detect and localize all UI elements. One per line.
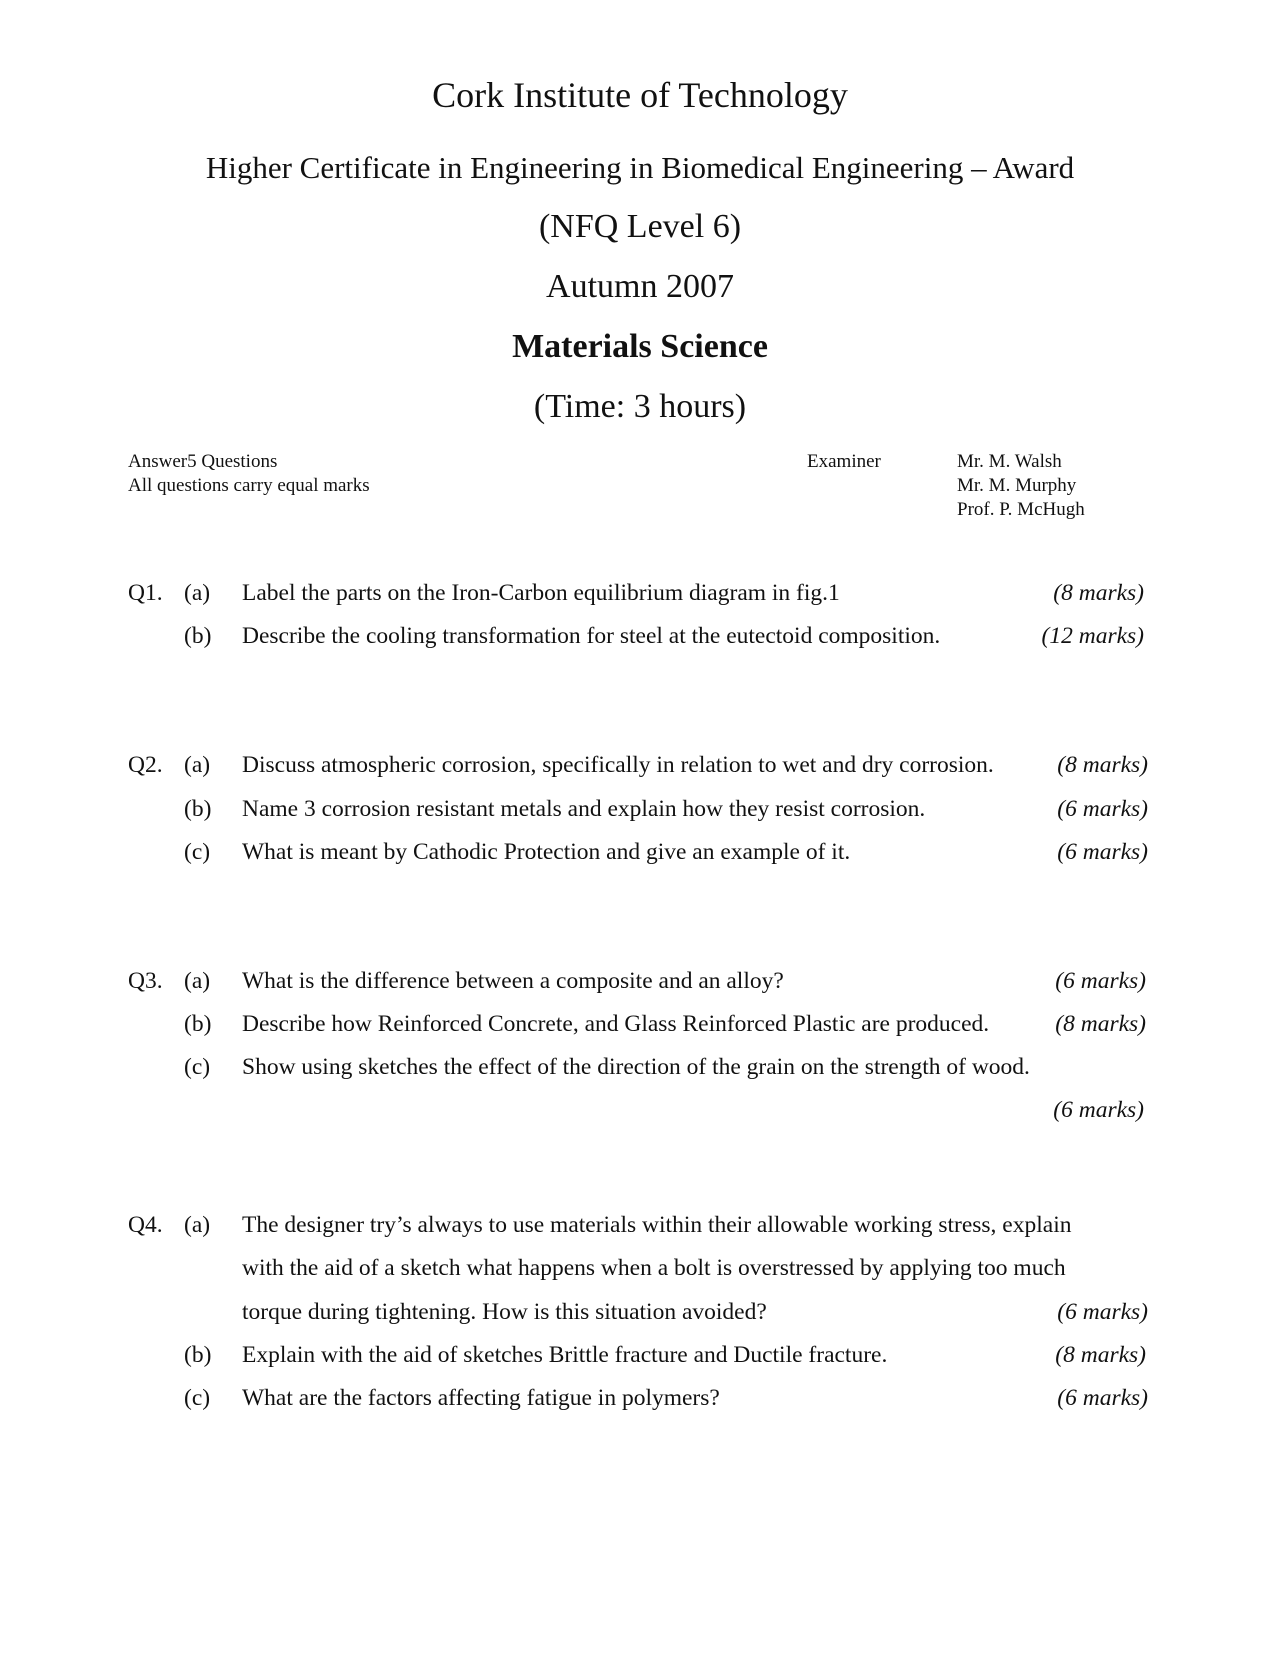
- part-label: (a): [184, 968, 211, 994]
- part-marks: (6 marks): [1055, 968, 1146, 994]
- part-label: (c): [184, 1385, 211, 1411]
- question-number: Q2.: [128, 752, 163, 778]
- part-label: (b): [184, 623, 212, 649]
- subject-title: Materials Science: [512, 328, 768, 365]
- part-marks: (6 marks): [1053, 1097, 1144, 1123]
- examiner-name: Mr. M. Walsh: [957, 451, 1062, 472]
- part-marks: (8 marks): [1055, 1011, 1146, 1037]
- part-text: Describe the cooling transformation for steel at the eutectoid composition.: [242, 623, 941, 649]
- part-text: with the aid of a sketch what happens when a bolt is overstressed by applying too much: [242, 1255, 1066, 1281]
- exam-instructions: [128, 450, 370, 498]
- examiner-label: Examiner: [807, 451, 881, 472]
- part-marks: (6 marks): [1057, 796, 1148, 822]
- examiner-list: [957, 450, 1085, 522]
- part-label: (a): [184, 752, 211, 778]
- institute-name: Cork Institute of Technology: [432, 75, 848, 115]
- part-text: What is meant by Cathodic Protection and give an example of it.: [242, 839, 851, 865]
- part-marks: (6 marks): [1057, 1299, 1148, 1325]
- nfq-level: (NFQ Level 6): [538, 208, 742, 245]
- part-label: (b): [184, 1011, 212, 1037]
- part-marks: (6 marks): [1057, 839, 1148, 865]
- part-label: (b): [184, 1342, 212, 1368]
- part-text: What are the factors affecting fatigue in polymers?: [242, 1385, 720, 1411]
- part-label: (b): [184, 796, 212, 822]
- part-marks: (8 marks): [1053, 580, 1144, 606]
- exam-duration: (Time: 3 hours): [533, 388, 747, 425]
- part-marks: (8 marks): [1055, 1342, 1146, 1368]
- part-text: Show using sketches the effect of the direction of the grain on the strength of wood.: [242, 1054, 1030, 1080]
- question-number: Q4.: [128, 1212, 163, 1238]
- part-label: (a): [184, 1212, 211, 1238]
- question-number: Q3.: [128, 968, 163, 994]
- question-number: Q1.: [128, 580, 163, 606]
- part-text: What is the difference between a composite and an alloy?: [242, 968, 784, 994]
- part-text: Label the parts on the Iron-Carbon equilibrium diagram in fig.1: [242, 580, 840, 606]
- part-label: (c): [184, 839, 211, 865]
- programme-title: Higher Certificate in Engineering in Biomedical Engineering – Award: [205, 150, 1075, 185]
- part-text: Name 3 corrosion resistant metals and explain how they resist corrosion.: [242, 796, 926, 822]
- part-marks: (8 marks): [1057, 752, 1148, 778]
- part-text: Discuss atmospheric corrosion, specifically in relation to wet and dry corrosion.: [242, 752, 994, 778]
- part-text: The designer try’s always to use materials within their allowable working stress, explain: [242, 1212, 1072, 1238]
- part-marks: (6 marks): [1057, 1385, 1148, 1411]
- marks-instruction: All questions carry equal marks: [128, 475, 370, 496]
- part-text: torque during tightening. How is this situation avoided?: [242, 1299, 767, 1325]
- answer-instruction: Answer5 Questions: [128, 451, 278, 472]
- part-text: Explain with the aid of sketches Brittle fracture and Ductile fracture.: [242, 1342, 888, 1368]
- exam-term: Autumn 2007: [546, 268, 734, 305]
- part-text: Describe how Reinforced Concrete, and Glass Reinforced Plastic are produced.: [242, 1011, 990, 1037]
- examiner-name: Prof. P. McHugh: [957, 499, 1085, 520]
- part-marks: (12 marks): [1041, 623, 1144, 649]
- part-label: (a): [184, 580, 211, 606]
- part-label: (c): [184, 1054, 211, 1080]
- examiner-name: Mr. M. Murphy: [957, 475, 1077, 496]
